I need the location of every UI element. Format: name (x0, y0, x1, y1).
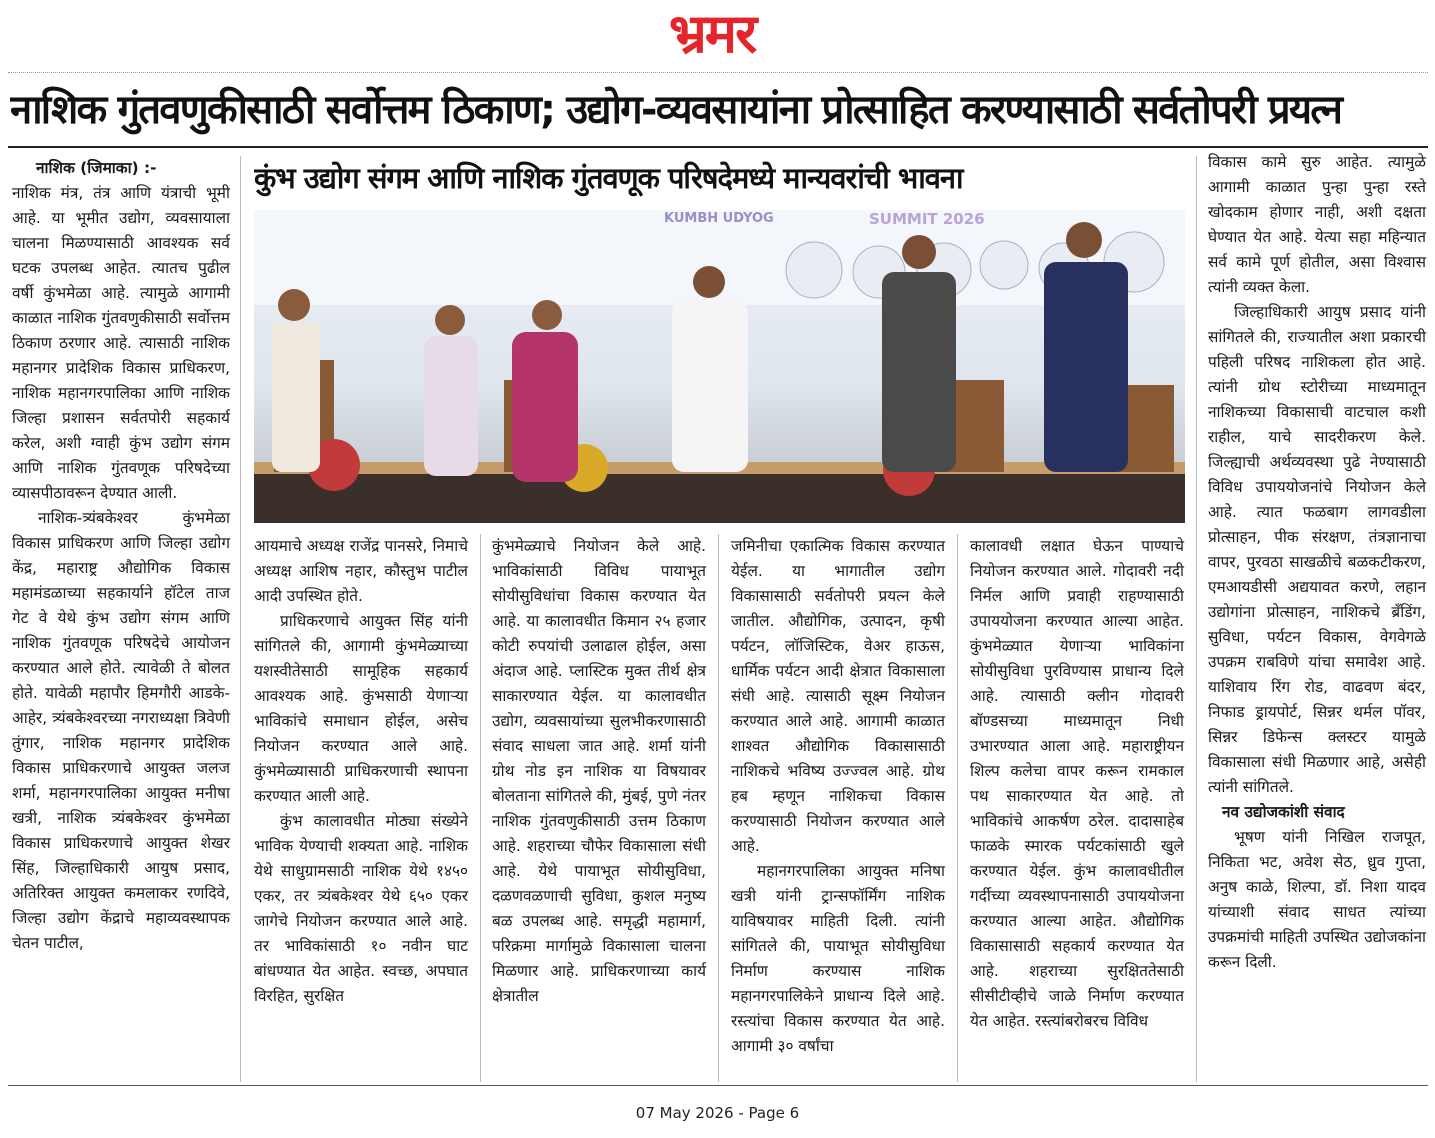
article-paragraph (12, 156, 230, 506)
newspaper-logo (612, 2, 812, 66)
article-column-3 (492, 534, 706, 1080)
paragraph-text: नाशिक मंत्र, तंत्र आणि यंत्राची भूमी आहे. या भूमीत उद्योग, व्यवसायाला चालना मिळण्यासाठी आवश्यक सर्व घटक उपलब्ध आहेत. त्यातच पुढील वर्षी कुंभमेळा आहे. त्यामुळे आगामी काळात नाशिक गुंतवणुकीसाठी सर्वोत्तम ठिकाण ठरणार आहे. त्यासाठी नाशिक महानगर प्रादेशिक विकास प्राधिकरण, नाशिक महानगरपालिका आणि नाशिक जिल्हा प्रशासन सर्वतपोरी सहकार्य करेल, अशी ग्वाही कुंभ उद्योग संगम आणि नाशिक गुंतवणूक परिषदेच्या व्यासपीठावरून देण्यात आली. (12, 184, 230, 502)
article-paragraph: भूषण यांनी निखिल राजपूत, निकिता भट, अवेश सेठ, ध्रुव गुप्ता, अनुष काळे, शिल्पा, डॉ. निशा यादव यांच्याशी संवाद साधत त्यांच्या उपक्रमांची माहिती उपस्थित उद्योजकांना करून दिली. (1208, 828, 1426, 971)
article-column-4 (731, 534, 945, 1080)
article-paragraph: प्राधिकरणाचे आयुक्त सिंह यांनी सांगितले की, आगामी कुंभमेळ्याच्या यशस्वीतेसाठी सामूहिक सहकार्य आवश्यक आहे. कुंभसाठी येणाऱ्या भाविकांचे समाधान होईल, असेच नियोजन करण्यात आले आहे. कुंभमेळ्यासाठी प्राधिकरणाची स्थापना करण्यात आली आहे. (254, 612, 468, 805)
article-paragraph: विकास कामे सुरु आहेत. त्यामुळे आगामी काळात पुन्हा पुन्हा रस्ते खोदकाम होणार नाही, अशी दक्षता घेण्यात येत आहे. येत्या सहा महिन्यात सर्व कामे पूर्ण होतील, असा विश्वास त्यांनी व्यक्त केला. (1208, 153, 1426, 296)
banner-text-1: KUMBH UDYOG (664, 211, 774, 226)
masthead (0, 0, 1435, 70)
article-column-6 (1208, 150, 1426, 1080)
top-divider (8, 72, 1428, 73)
main-headline: नाशिक गुंतवणुकीसाठी सर्वोत्तम ठिकाण; उद्योग-व्यवसायांना प्रोत्साहित करण्यासाठी सर्वतोपरी प्रयत्न (10, 87, 1342, 133)
banner-text-2: SUMMIT 2026 (869, 210, 985, 228)
article-paragraph: कालावधी लक्षात घेऊन पाण्याचे नियोजन करण्यात आले. गोदावरी नदी निर्मल आणि प्रवाही राहण्यासाठी उपाययोजना करण्यात आल्या आहेत. कुंभमेळ्यात येणाऱ्या भाविकांना सोयीसुविधा पुरविण्यास प्राधान्य दिले आहे. त्यासाठी क्लीन गोदावरी बॉण्डसच्या माध्यमातून निधी उभारण्यात आला आहे. महाराष्ट्रीयन शिल्प कलेचा वापर करून रामकाल पथ साकारण्यात येत आहे. तो भाविकांचे आकर्षण ठरेल. दादासाहेब फाळके स्मारक पर्यटकांसाठी खुले करण्यात येईल. कुंभ कालावधीतील गर्दीच्या व्यवस्थापनासाठी उपाययोजना करण्यात आल्या आहेत. औद्योगिक विकासासाठी सहकार्य करण्यात येत आहे. शहराच्या सुरक्षिततेसाठी सीसीटीव्हीचे जाळे निर्माण करण्यात येत आहेत. रस्त्यांबरोबरच विविध (970, 537, 1184, 1030)
article-paragraph: नाशिक-त्र्यंबकेश्वर कुंभमेळा विकास प्राधिकरण आणि जिल्हा उद्योग केंद्र, महाराष्ट्र औद्योगिक विकास महामंडळाच्या सहकार्याने हॉटेल ताज गेट वे येथे कुंभ उद्योग संगम आणि नाशिक गुंतवणूक परिषदेचे आयोजन करण्यात आले होते. त्यावेळी ते बोलत होते. यावेळी महापौर हिमगौरी आडके-आहेर, त्र्यंबकेश्वरच्या नगराध्यक्षा त्रिवेणी तुंगार, नाशिक महानगर प्रादेशिक विकास प्राधिकरणाचे आयुक्त जलज शर्मा, महानगरपालिका आयुक्त मनीषा खत्री, नाशिक त्र्यंबकेश्वर कुंभमेळा विकास प्राधिकरणाचे आयुक्त शेखर सिंह, जिल्हाधिकारी आयुष प्रसाद, अतिरिक्त आयुक्त कमलाकर रणदिवे, जिल्हा उद्योग केंद्राचे महाव्यवस्थापक चेतन पाटील, (12, 509, 230, 952)
section-heading: नव उद्योजकांशी संवाद (1222, 803, 1345, 821)
column-divider (957, 534, 958, 1082)
article-paragraph: जमिनीचा एकात्मिक विकास करण्यात येईल. या भागातील उद्योग विकासासाठी सर्वतोपरी प्रयत्न केले जातील. औद्योगिक, उत्पादन, कृषी पर्यटन, लॉजिस्टिक, वेअर हाऊस, धार्मिक पर्यटन आदी क्षेत्रात विकासाला संधी आहे. त्यासाठी सूक्ष्म नियोजन करण्यात आले आहे. आगामी काळात शाश्वत औद्योगिक विकासासाठी नाशिकचे भविष्य उज्ज्वल आहे. ग्रोथ हब म्हणून नाशिकचा विकास करण्यासाठी नियोजन करण्यात आले आहे. (731, 537, 945, 855)
bottom-divider (8, 1085, 1428, 1086)
article-column-1 (12, 156, 230, 1080)
event-photo-illustration (254, 210, 1185, 523)
article-paragraph: कुंभ कालावधीत मोठ्या संख्येने भाविक येण्याची शक्यता आहे. नाशिक येथे साधुग्रामसाठी नाशिक येथे १४५० एकर, तर त्र्यंबकेश्वर येथे ६५० एकर जागेचे नियोजन करण्यात आले आहे. तर भाविकांसाठी १० नवीन घाट बांधण्यात येत आहेत. स्वच्छ, अपघात विरहित, सुरक्षित (254, 812, 468, 1005)
event-photo (254, 210, 1185, 523)
column-divider (240, 156, 241, 1082)
article-column-5 (970, 534, 1184, 1080)
column-divider (718, 534, 719, 1082)
dateline: नाशिक (जिमाका) :- (36, 159, 157, 177)
newspaper-logo-text: भ्रमर (668, 2, 756, 65)
page-footer: 07 May 2026 - Page 6 (635, 1104, 800, 1122)
headline-divider (8, 146, 1428, 148)
article-paragraph: कुंभमेळ्याचे नियोजन केले आहे. भाविकांसाठी विविध पायाभूत सोयीसुविधांचा विकास करण्यात येत आहे. या कालावधीत किमान २५ हजार कोटी रुपयांची उलाढाल होईल, असा अंदाज आहे. प्लास्टिक मुक्त तीर्थ क्षेत्र साकारण्यात येईल. या कालावधीत उद्योग, व्यवसायांच्या सुलभीकरणासाठी संवाद साधला जात आहे. शर्मा यांनी ग्रोथ नोड इन नाशिक या विषयावर बोलताना सांगितले की, मुंबई, पुणे नंतर नाशिक गुंतवणुकीसाठी उत्तम ठिकाण आहे. शहराच्या चौफेर विकासाला संधी आहे. येथे पायाभूत सोयीसुविधा, दळणवळणाची सुविधा, कुशल मनुष्य बळ उपलब्ध आहे. समृद्धी महामार्ग, परिक्रमा मार्गामुळे विकासाला चालना मिळणार आहे. प्राधिकरणाच्या कार्य क्षेत्रातील (492, 537, 706, 1005)
article-paragraph: जिल्हाधिकारी आयुष प्रसाद यांनी सांगितले की, राज्यातील अशा प्रकारची पहिली परिषद नाशिकला होत आहे. त्यांनी ग्रोथ स्टोरीच्या माध्यमातून नाशिकच्या विकासाची वाटचाल कशी राहील, याचे सादरीकरण केले. जिल्ह्याची अर्थव्यवस्था पुढे नेण्यासाठी विविध उपाययोजनांचे नियोजन केले आहे. त्यात फळबाग लागवडीला प्रोत्साहन, पीक संरक्षण, तंत्रज्ञानाचा वापर, पुरवठा साखळीचे बळकटीकरण, एमआयडीसी अद्ययावत करणे, लहान उद्योगांना प्रोत्साहन, नाशिकचे ब्रँडिंग, सुविधा, पर्यटन विकास, वेगवेगळे उपक्रम राबविणे यांचा समावेश आहे. याशिवाय रिंग रोड, वाढवण बंदर, निफाड ड्रायपोर्ट, सिन्नर थर्मल पॉवर, सिन्नर डिफेन्स क्लस्टर यामुळे विकासाला संधी मिळणार आहे, असेही त्यांनी सांगितले. (1208, 303, 1426, 796)
column-divider (480, 534, 481, 1082)
article-paragraph: महानगरपालिका आयुक्त मनिषा खत्री यांनी ट्रान्सफॉर्मिंग नाशिक याविषयावर माहिती दिली. त्यांनी सांगितले की, पायाभूत सोयीसुविधा निर्माण करण्यास नाशिक महानगरपालिकेने प्राधान्य दिले आहे. रस्त्यांचा विकास करण्यात येत आहे. आगामी ३० वर्षांचा (731, 862, 945, 1055)
subheadline: कुंभ उद्योग संगम आणि नाशिक गुंतवणूक परिषदेमध्ये मान्यवरांची भावना (254, 161, 963, 195)
column-divider (1196, 156, 1197, 1082)
article-column-2 (254, 534, 468, 1080)
article-paragraph: आयमाचे अध्यक्ष राजेंद्र पानसरे, निमाचे अध्यक्ष आशिष नहार, कौस्तुभ पाटील आदी उपस्थित होते. (254, 537, 468, 605)
